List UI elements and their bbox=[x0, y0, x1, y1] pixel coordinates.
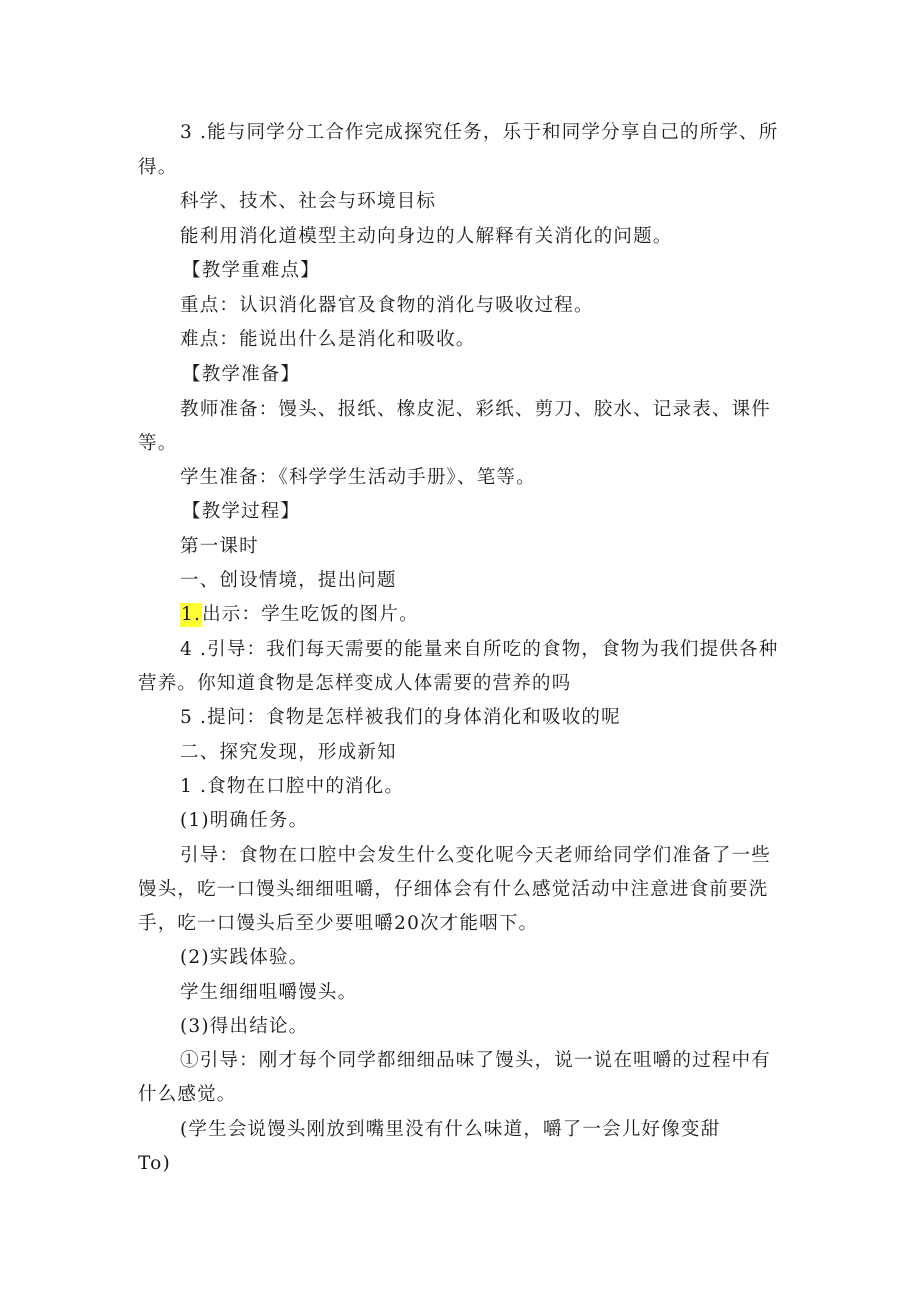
stse-goal-heading: 科学、技术、社会与环境目标 bbox=[180, 191, 437, 212]
guide-paragraph-line-2: 馒头，吃一口馒头细细咀嚼，仔细体会有什么感觉活动中注意进食前要洗 bbox=[138, 879, 769, 900]
teacher-prep-line-2: 等。 bbox=[138, 433, 178, 454]
circled-1-guide-line-2: 什么感觉。 bbox=[138, 1084, 237, 1105]
part-two-heading: 二、探究发现，形成新知 bbox=[180, 742, 397, 763]
student-prep-text: 学生准备：《科学学生活动手册》、笔等。 bbox=[180, 467, 536, 488]
highlighted-number: 1. bbox=[181, 604, 202, 625]
sub-2-practice: (2)实践体验。 bbox=[180, 947, 309, 968]
student-chew-text: 学生细细咀嚼馒头。 bbox=[180, 982, 358, 1003]
guide-paragraph-line-3: 手，吃一口馒头后至少要咀嚼20次才能咽下。 bbox=[138, 913, 539, 934]
student-answer-line-1: (学生会说馒头刚放到嘴里没有什么味道，嚼了一会儿好像变甜 bbox=[180, 1119, 721, 1140]
step-5-question: 5 .提问：食物是怎样被我们的身体消化和吸收的呢 bbox=[180, 707, 621, 728]
key-point-text: 重点：认识消化器官及食物的消化与吸收过程。 bbox=[180, 295, 594, 316]
part-one-heading: 一、创设情境，提出问题 bbox=[180, 570, 397, 591]
circled-1-guide-line-1: ①引导：刚才每个同学都细细品味了馒头，说一说在咀嚼的过程中有 bbox=[180, 1050, 772, 1071]
step-1-show-text: 出示：学生吃饭的图片。 bbox=[202, 604, 419, 625]
item-1-heading: 1 .食物在口腔中的消化。 bbox=[180, 776, 405, 797]
sub-3-conclusion: (3)得出结论。 bbox=[180, 1016, 309, 1037]
guide-paragraph-line-1: 引导：食物在口腔中会发生什么变化呢今天老师给同学们准备了一些 bbox=[180, 845, 772, 866]
first-lesson-label: 第一课时 bbox=[180, 536, 259, 557]
step-4-guide-line-1: 4 .引导：我们每天需要的能量来自所吃的食物，食物为我们提供各种 bbox=[180, 639, 779, 660]
section-process-heading: 【教学过程】 bbox=[182, 501, 301, 522]
objective-3-line-2: 得。 bbox=[138, 157, 178, 178]
step-1-show-line bbox=[180, 603, 419, 627]
objective-3-line-1: 3 .能与同学分工合作完成探究任务，乐于和同学分享自己的所学、所 bbox=[180, 122, 779, 143]
section-preparation-heading: 【教学准备】 bbox=[182, 364, 301, 385]
student-answer-line-2: To) bbox=[138, 1153, 171, 1174]
stse-goal-text: 能利用消化道模型主动向身边的人解释有关消化的问题。 bbox=[180, 226, 673, 247]
step-4-guide-line-2: 营养。你知道食物是怎样变成人体需要的营养的吗 bbox=[138, 673, 572, 694]
difficult-point-text: 难点：能说出什么是消化和吸收。 bbox=[180, 329, 476, 350]
sub-1-task: (1)明确任务。 bbox=[180, 810, 309, 831]
teacher-prep-line-1: 教师准备：馒头、报纸、橡皮泥、彩纸、剪刀、胶水、记录表、课件 bbox=[180, 399, 772, 420]
section-key-points-heading: 【教学重难点】 bbox=[182, 260, 320, 281]
